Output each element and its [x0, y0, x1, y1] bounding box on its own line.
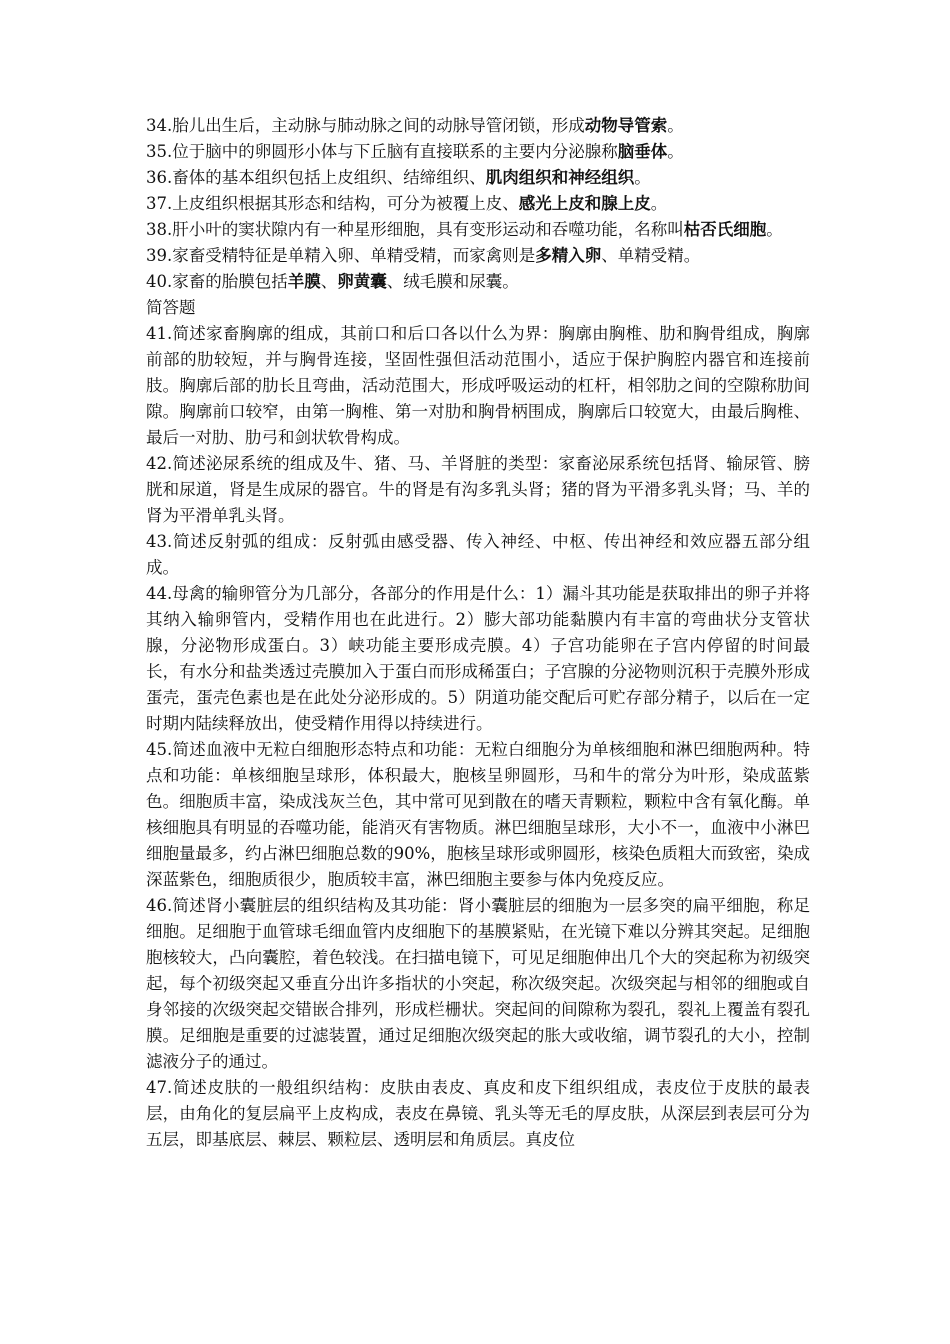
question-text: 、 [320, 272, 338, 291]
question-text: 、绒毛膜和尿囊。 [386, 272, 519, 291]
question-text: 39.家畜受精特征是单精入卵、单精受精，而家禽则是 [146, 246, 536, 265]
answer-text: 感光上皮和腺上皮 [518, 194, 651, 213]
question-text: 38.肝小叶的窦状隙内有一种星形细胞，具有变形运动和吞噬功能，名称叫 [146, 220, 684, 239]
document-body [146, 113, 810, 1153]
answer-text: 枯否氏细胞 [683, 220, 767, 239]
question-text: 36.畜体的基本组织包括上皮组织、结缔组织、 [146, 168, 486, 187]
short-answer-47: 47.简述皮肤的一般组织结构：皮肤由表皮、真皮和皮下组织组成，表皮位于皮肤的最表层，由角化的复层扁平上皮构成，表皮在鼻镜、乳头等无毛的厚皮肤，从深层到表层可分为五层，即基底层、棘层、颗粒层、透明层和角质层。真皮位 [146, 1078, 810, 1149]
short-answer-42: 42.简述泌尿系统的组成及牛、猪、马、羊肾脏的类型：家畜泌尿系统包括肾、输尿管、膀胱和尿道，肾是生成尿的器官。牛的肾是有沟多乳头肾；猪的肾为平滑多乳头肾；马、羊的肾为平滑单乳头肾。 [146, 454, 810, 525]
question-text: 。 [766, 220, 783, 239]
question-35 [146, 139, 810, 165]
answer-text: 羊膜 [287, 272, 321, 291]
answer-text: 卵黄囊 [337, 272, 387, 291]
question-text: 、单精受精。 [601, 246, 701, 265]
short-answer-45: 45.简述血液中无粒白细胞形态特点和功能：无粒白细胞分为单核细胞和淋巴细胞两种。特点和功能：单核细胞呈球形，体积最大，胞核呈卵圆形，马和牛的常分为叶形，染成蓝紫色。细胞质丰富，染成浅灰兰色，其中常可见到散在的嗜天青颗粒，颗粒中含有氧化酶。单核细胞具有明显的吞噬功能，能消灭有害物质。淋巴细胞呈球形，大小不一，血液中小淋巴细胞量最多，约占淋巴细胞总数的90%，胞核呈球形或卵圆形，核染色质粗大而致密，染成深蓝紫色，细胞质很少，胞质较丰富，淋巴细胞主要参与体内免疫反应。 [146, 740, 810, 889]
answer-text: 动物导管索 [584, 116, 668, 135]
question-text: 40.家畜的胎膜包括 [146, 272, 288, 291]
short-answer-44: 44.母禽的输卵管分为几部分，各部分的作用是什么：1）漏斗其功能是获取排出的卵子并将其纳入输卵管内，受精作用也在此进行。2）膨大部功能黏膜内有丰富的弯曲状分支管状腺，分泌物形成蛋白。3）峡功能主要形成壳膜。4）子宫功能卵在子宫内停留的时间最长，有水分和盐类透过壳膜加入于蛋白而形成稀蛋白；子宫腺的分泌物则沉积于壳膜外形成蛋壳，蛋壳色素也是在此处分泌形成的。5）阴道功能交配后可贮存部分精子，以后在一定时期内陆续释放出，使受精作用得以持续进行。 [146, 584, 810, 733]
question-text: 35.位于脑中的卵圆形小体与下丘脑有直接联系的主要内分泌腺称 [146, 142, 618, 161]
answer-text: 肌肉组织和神经组织 [485, 168, 635, 187]
question-text: 34.胎儿出生后，主动脉与肺动脉之间的动脉导管闭锁，形成 [146, 116, 585, 135]
answer-text: 多精入卵 [535, 246, 602, 265]
question-37 [146, 191, 810, 217]
question-text: 。 [667, 142, 684, 161]
question-text: 37.上皮组织根据其形态和结构，可分为被覆上皮、 [146, 194, 519, 213]
short-answer-41: 41.简述家畜胸廓的组成，其前口和后口各以什么为界：胸廓由胸椎、肋和胸骨组成，胸廓前部的肋较短，并与胸骨连接，坚固性强但活动范围小，适应于保护胸腔内器官和连接前肢。胸廓后部的肋长且弯曲，活动范围大，形成呼吸运动的杠杆，相邻肋之间的空隙称肋间隙。胸廓前口较窄，由第一胸椎、第一对肋和胸骨柄围成，胸廓后口较宽大，由最后胸椎、最后一对肋、肋弓和剑状软骨构成。 [146, 324, 810, 447]
question-38 [146, 217, 810, 243]
question-39 [146, 243, 810, 269]
question-36 [146, 165, 810, 191]
question-34 [146, 113, 810, 139]
question-40 [146, 269, 810, 295]
short-answer-43: 43.简述反射弧的组成：反射弧由感受器、传入神经、中枢、传出神经和效应器五部分组成。 [146, 532, 810, 577]
answer-text: 脑垂体 [617, 142, 668, 161]
short-answer-46: 46.简述肾小囊脏层的组织结构及其功能：肾小囊脏层的细胞为一层多突的扁平细胞，称足细胞。足细胞于血管球毛细血管内皮细胞下的基膜紧贴，在光镜下难以分辨其突起。足细胞胞核较大，凸向囊腔，着色较浅。在扫描电镜下，可见足细胞伸出几个大的突起称为初级突起，每个初级突起又垂直分出许多指状的小突起，称次级突起。次级突起与相邻的细胞或自身邻接的次级突起交错嵌合排列，形成栏栅状。突起间的间隙称为裂孔，裂礼上覆盖有裂孔膜。足细胞是重要的过滤装置，通过足细胞次级突起的胀大或收缩，调节裂孔的大小，控制滤液分子的通过。 [146, 896, 810, 1071]
question-text: 。 [634, 168, 651, 187]
question-text: 。 [650, 194, 668, 213]
section-heading: 简答题 [146, 298, 196, 317]
question-text: 。 [667, 116, 684, 135]
